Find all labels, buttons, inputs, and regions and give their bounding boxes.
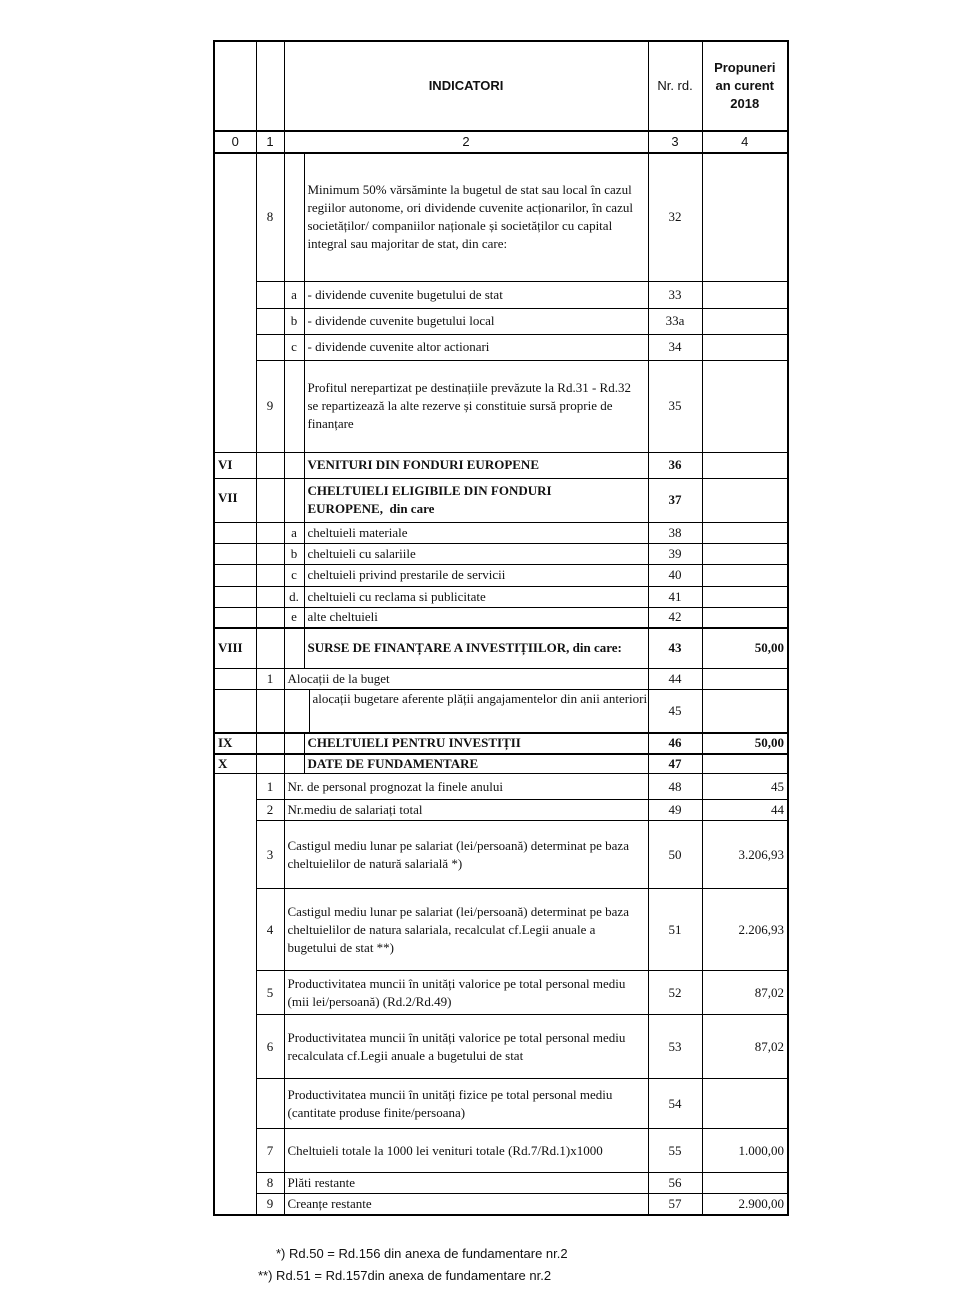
row-index: 5 bbox=[256, 971, 284, 1015]
row-nr: 39 bbox=[648, 543, 702, 564]
header-propuneri: Propuneri an curent 2018 bbox=[702, 41, 788, 131]
row-index: 9 bbox=[256, 1194, 284, 1215]
row-section: VII bbox=[214, 478, 256, 522]
row-nr: 53 bbox=[648, 1015, 702, 1079]
row-text: - dividende cuvenite altor actionari bbox=[304, 334, 648, 360]
table-row bbox=[214, 689, 788, 733]
table-row bbox=[214, 334, 788, 360]
table-row bbox=[214, 452, 788, 478]
table-header-row bbox=[214, 41, 788, 131]
row-text: - dividende cuvenite bugetului local bbox=[304, 308, 648, 334]
header-number: 2 bbox=[284, 131, 648, 153]
row-nr: 42 bbox=[648, 607, 702, 628]
row-index: 8 bbox=[256, 1173, 284, 1194]
row-nr: 43 bbox=[648, 628, 702, 668]
table-row bbox=[214, 889, 788, 971]
row-text: Minimum 50% vărsăminte la bugetul de stat sau local în cazul regiilor autonome, ori dividende cuvenite acționarilor, în cazul societăților/ companiilor naționale și societăților cu capital integral sau majoritar de stat, din care: bbox=[304, 153, 648, 281]
row-index: 1 bbox=[256, 774, 284, 800]
row-text: Plăti restante bbox=[284, 1173, 648, 1194]
row-value bbox=[702, 689, 788, 733]
row-text: Productivitatea muncii în unități valorice pe total personal mediu recalculata cf.Legii anuale a bugetului de stat bbox=[284, 1015, 648, 1079]
row-nr: 47 bbox=[648, 754, 702, 774]
row-text: Nr. de personal prognozat la finele anului bbox=[284, 774, 648, 800]
table-row bbox=[214, 754, 788, 774]
table-row bbox=[214, 733, 788, 754]
row-nr: 49 bbox=[648, 800, 702, 821]
row-nr: 50 bbox=[648, 821, 702, 889]
row-text: VENITURI DIN FONDURI EUROPENE bbox=[304, 452, 648, 478]
row-value bbox=[702, 586, 788, 607]
table-row bbox=[214, 586, 788, 607]
header-number: 1 bbox=[256, 131, 284, 153]
row-letter: c bbox=[284, 564, 304, 586]
row-value bbox=[702, 668, 788, 689]
row-nr: 44 bbox=[648, 668, 702, 689]
row-letter: e bbox=[284, 607, 304, 628]
row-nr: 48 bbox=[648, 774, 702, 800]
row-value: 2.900,00 bbox=[702, 1194, 788, 1215]
row-section: IX bbox=[214, 733, 256, 754]
header-col0 bbox=[214, 41, 256, 131]
row-nr: 33a bbox=[648, 308, 702, 334]
row-text: cheltuieli cu reclama si publicitate bbox=[304, 586, 648, 607]
row-value bbox=[702, 478, 788, 522]
header-col1 bbox=[256, 41, 284, 131]
row-text: DATE DE FUNDAMENTARE bbox=[304, 754, 648, 774]
row-text bbox=[304, 478, 648, 522]
header-numbers-row bbox=[214, 131, 788, 153]
row-nr: 56 bbox=[648, 1173, 702, 1194]
row-text: alocații bugetare aferente plății angajamentelor din anii anteriori bbox=[309, 690, 648, 732]
row-text: Nr.mediu de salariați total bbox=[284, 800, 648, 821]
table-row bbox=[214, 800, 788, 821]
row-index: 9 bbox=[256, 360, 284, 452]
row-text: Cheltuieli totale la 1000 lei venituri totale (Rd.7/Rd.1)x1000 bbox=[284, 1129, 648, 1173]
row-nr: 38 bbox=[648, 522, 702, 543]
table-row bbox=[214, 564, 788, 586]
footnotes bbox=[258, 1243, 568, 1287]
row-letter: a bbox=[284, 281, 304, 308]
row-value bbox=[702, 334, 788, 360]
row-value: 44 bbox=[702, 800, 788, 821]
row-text: cheltuieli materiale bbox=[304, 522, 648, 543]
row-nr: 54 bbox=[648, 1079, 702, 1129]
row-value bbox=[702, 1173, 788, 1194]
row-text: alte cheltuieli bbox=[304, 607, 648, 628]
row-index: 1 bbox=[256, 668, 284, 689]
row-nr: 55 bbox=[648, 1129, 702, 1173]
row-text: Castigul mediu lunar pe salariat (lei/persoană) determinat pe baza cheltuielilor de natură salarială *) bbox=[284, 821, 648, 889]
row-index: 8 bbox=[256, 153, 284, 281]
row-nr: 41 bbox=[648, 586, 702, 607]
row-letter: b bbox=[284, 308, 304, 334]
header-indicatori: INDICATORI bbox=[284, 41, 648, 131]
row-letter: d. bbox=[284, 586, 304, 607]
row-value bbox=[702, 607, 788, 628]
row-value: 50,00 bbox=[702, 733, 788, 754]
row-value bbox=[702, 754, 788, 774]
header-number: 0 bbox=[214, 131, 256, 153]
row-text: Castigul mediu lunar pe salariat (lei/persoană) determinat pe baza cheltuielilor de natura salariala, recalculat cf.Legii anuale a bugetului de stat **) bbox=[284, 889, 648, 971]
header-number: 3 bbox=[648, 131, 702, 153]
row-text: Creanțe restante bbox=[284, 1194, 648, 1215]
table-row bbox=[214, 668, 788, 689]
header-nr-rd: Nr. rd. bbox=[648, 41, 702, 131]
row-value bbox=[702, 153, 788, 281]
row-nr: 46 bbox=[648, 733, 702, 754]
table-row bbox=[214, 1173, 788, 1194]
row-text: cheltuieli privind prestarile de servicii bbox=[304, 564, 648, 586]
row-text: CHELTUIELI PENTRU INVESTIȚII bbox=[304, 733, 648, 754]
row-section: VI bbox=[214, 452, 256, 478]
row-index: 4 bbox=[256, 889, 284, 971]
row-index: 7 bbox=[256, 1129, 284, 1173]
table-row bbox=[214, 971, 788, 1015]
row-index: 2 bbox=[256, 800, 284, 821]
row-section: VIII bbox=[214, 628, 256, 668]
row-index: 6 bbox=[256, 1015, 284, 1079]
row-value: 50,00 bbox=[702, 628, 788, 668]
row-index: 3 bbox=[256, 821, 284, 889]
row-value: 45 bbox=[702, 774, 788, 800]
row-nr: 34 bbox=[648, 334, 702, 360]
table-row bbox=[214, 1129, 788, 1173]
table-row bbox=[214, 153, 788, 281]
row-letter: b bbox=[284, 543, 304, 564]
row-letter: c bbox=[284, 334, 304, 360]
table-row bbox=[214, 360, 788, 452]
footnote-1: *) Rd.50 = Rd.156 din anexa de fundamentare nr.2 bbox=[276, 1246, 568, 1261]
table-row bbox=[214, 308, 788, 334]
row-nr: 52 bbox=[648, 971, 702, 1015]
row-nr: 32 bbox=[648, 153, 702, 281]
row-text-main: CHELTUIELI ELIGIBILE DIN FONDURI EUROPENE, bbox=[307, 483, 552, 516]
row-text: SURSE DE FINANȚARE A INVESTIȚIILOR, din care: bbox=[304, 628, 648, 668]
row-nr: 37 bbox=[648, 478, 702, 522]
row-text: Profitul nerepartizat pe destinațiile prevăzute la Rd.31 - Rd.32 se repartizează la alte rezerve și constituie sursă propriе de finanțare bbox=[304, 360, 648, 452]
row-nr: 36 bbox=[648, 452, 702, 478]
table-row bbox=[214, 821, 788, 889]
row-value: 2.206,93 bbox=[702, 889, 788, 971]
row-value: 3.206,93 bbox=[702, 821, 788, 889]
row-text: cheltuieli cu salariile bbox=[304, 543, 648, 564]
header-number: 4 bbox=[702, 131, 788, 153]
row-nr: 45 bbox=[648, 689, 702, 733]
row-value bbox=[702, 360, 788, 452]
row-text: Alocații de la buget bbox=[284, 668, 648, 689]
table-row bbox=[214, 774, 788, 800]
table-row bbox=[214, 1015, 788, 1079]
row-value bbox=[702, 564, 788, 586]
table-row bbox=[214, 522, 788, 543]
row-index bbox=[256, 1079, 284, 1129]
row-value bbox=[702, 543, 788, 564]
row-nr: 57 bbox=[648, 1194, 702, 1215]
row-text: Productivitatea muncii în unități fizice pe total personal mediu (cantitate produse finite/persoana) bbox=[284, 1079, 648, 1129]
row-nr: 33 bbox=[648, 281, 702, 308]
table-row bbox=[214, 281, 788, 308]
row-nr: 35 bbox=[648, 360, 702, 452]
row-nr: 51 bbox=[648, 889, 702, 971]
row-text: - dividende cuvenite bugetului de stat bbox=[304, 281, 648, 308]
table-row bbox=[214, 478, 788, 522]
table-row bbox=[214, 628, 788, 668]
row-value: 1.000,00 bbox=[702, 1129, 788, 1173]
row-section: X bbox=[214, 754, 256, 774]
row-text: Productivitatea muncii în unități valorice pe total personal mediu (mii lei/persoană) (Rd.2/Rd.49) bbox=[284, 971, 648, 1015]
row-text-suffix: din care bbox=[389, 501, 435, 516]
footnote-2: **) Rd.51 = Rd.157din anexa de fundamentare nr.2 bbox=[258, 1268, 552, 1283]
row-value bbox=[702, 1079, 788, 1129]
table-row bbox=[214, 607, 788, 628]
indicators-table bbox=[213, 40, 789, 1216]
row-value: 87,02 bbox=[702, 971, 788, 1015]
row-value bbox=[702, 522, 788, 543]
row-letter: a bbox=[284, 522, 304, 543]
row-value bbox=[702, 281, 788, 308]
row-nr: 40 bbox=[648, 564, 702, 586]
row-value bbox=[702, 308, 788, 334]
table-row bbox=[214, 543, 788, 564]
row-value bbox=[702, 452, 788, 478]
table-row bbox=[214, 1194, 788, 1215]
row-value: 87,02 bbox=[702, 1015, 788, 1079]
table-row bbox=[214, 1079, 788, 1129]
